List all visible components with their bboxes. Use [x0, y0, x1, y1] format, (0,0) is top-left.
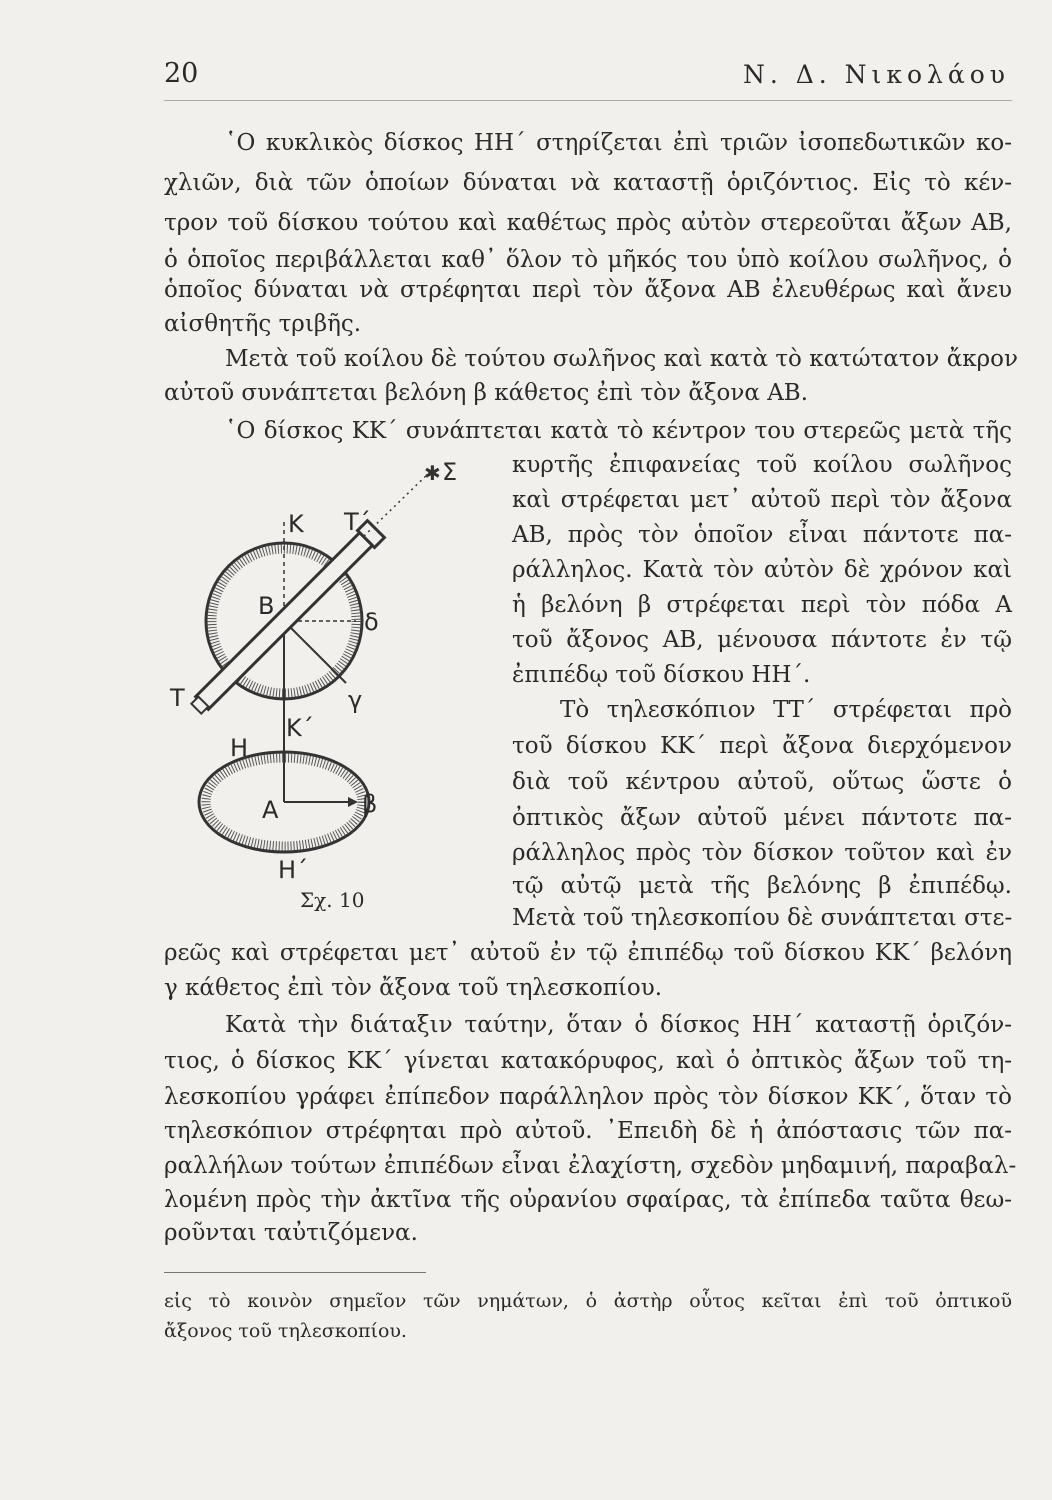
text-line: αὐτοῦ συνάπτεται βελόνη β κάθετος ἐπὶ τὸν ἄξονα ΑΒ. [164, 380, 809, 406]
text-line: ῾Ο δίσκος ΚΚ΄ συνάπτεται κατὰ τὸ κέντρον του στερεῶς μετὰ τῆς [225, 418, 1012, 444]
pointer-gamma [284, 621, 346, 683]
text-line: ραλλήλων τούτων ἐπιπέδων εἶναι ἐλαχίστη, σχεδὸν μηδαμινή, παραβαλ- [164, 1153, 1017, 1179]
label-k-prime: Κ΄ [286, 714, 314, 742]
figure-10-instrument-diagram [160, 440, 510, 920]
text-line: τρον τοῦ δίσκου τούτου καὶ καθέτως πρὸς αὐτὸν στερεοῦται ἄξων ΑΒ, [164, 210, 1012, 236]
label-h-prime: Η΄ [278, 856, 309, 884]
figure-caption: Σχ. 10 [300, 888, 365, 912]
label-h: Η [230, 734, 249, 762]
needle-beta-arrowhead [348, 797, 358, 807]
star-icon: ✱ [424, 461, 441, 485]
label-sigma: Σ [442, 458, 458, 486]
text-line: τοῦ ἄξονος ΑΒ, μένουσα πάντοτε ἐν τῷ [512, 627, 1012, 653]
label-a: Α [262, 796, 279, 824]
text-line: ὁ ὁποῖος περιβάλλεται καθ᾽ ὅλον τὸ μῆκός του ὑπὸ κοίλου σωλῆνος, ὁ [164, 247, 1012, 273]
label-t-prime: Τ΄ [344, 508, 371, 536]
text-line: τηλεσκόπιον στρέφηται πρὸ αὐτοῦ. ᾿Επειδὴ δὲ ἡ ἀπόστασις τῶν πα- [164, 1118, 1012, 1144]
text-line: τῷ αὐτῷ μετὰ τῆς βελόνης β ἐπιπέδῳ. [512, 873, 1012, 899]
text-line: ροῦνται ταὐτιζόμενα. [164, 1220, 418, 1246]
header-rule [164, 100, 1012, 101]
label-t: Τ [170, 684, 185, 712]
text-line: λομένη πρὸς τὴν ἀκτῖνα τῆς οὐρανίου σφαίρας, τὰ ἐπίπεδα ταῦτα θεω- [164, 1187, 1012, 1213]
text-line: ρεῶς καὶ στρέφεται μετ᾽ αὐτοῦ ἐν τῷ ἐπιπέδῳ τοῦ δίσκου ΚΚ΄ βελόνη [164, 940, 1012, 966]
text-line: ράλληλος. Κατὰ τὸν αὐτὸν δὲ χρόνον καὶ [512, 557, 1012, 583]
text-line: ΑΒ, πρὸς τὸν ὁποῖον εἶναι πάντοτε πα- [512, 522, 1012, 548]
footnote-rule [164, 1272, 426, 1273]
running-head-author: Ν. Δ. Νικολάου [742, 60, 1010, 89]
text-line: κυρτῆς ἐπιφανείας τοῦ κοίλου σωλῆνος [512, 452, 1012, 478]
page-number: 20 [164, 58, 199, 89]
text-line: ἐπιπέδῳ τοῦ δίσκου ΗΗ΄. [512, 662, 811, 688]
text-line: λεσκοπίου γράφει ἐπίπεδον παράλληλον πρὸς τὸν δίσκον ΚΚ΄, ὅταν τὸ [164, 1084, 1012, 1110]
text-line: Μετὰ τοῦ τηλεσκοπίου δὲ συνάπτεται στε- [512, 905, 1013, 931]
text-line: ἡ βελόνη β στρέφεται περὶ τὸν πόδα Α [512, 592, 1012, 618]
text-line: διὰ τοῦ κέντρου αὐτοῦ, οὕτως ὥστε ὁ [512, 769, 1012, 795]
text-line: καὶ στρέφεται μετ᾽ αὐτοῦ περὶ τὸν ἄξονα [512, 487, 1012, 513]
text-line: γ κάθετος ἐπὶ τὸν ἄξονα τοῦ τηλεσκοπίου. [164, 975, 663, 1001]
label-beta: β [362, 790, 378, 818]
text-line: Κατὰ τὴν διάταξιν ταύτην, ὅταν ὁ δίσκος ΗΗ΄ καταστῇ ὁριζόν- [225, 1012, 1012, 1038]
text-line: τοῦ δίσκου ΚΚ΄ περὶ ἄξονα διερχόμενον [512, 733, 1012, 759]
label-b: Β [258, 592, 275, 620]
text-line: αἰσθητῆς τριβῆς. [164, 311, 362, 337]
text-line: ράλληλος πρὸς τὸν δίσκον τοῦτον καὶ ἐν [512, 840, 1012, 866]
label-gamma: γ [348, 686, 363, 714]
text-line: τιος, ὁ δίσκος ΚΚ΄ γίνεται κατακόρυφος, καὶ ὁ ὀπτικὸς ἄξων τοῦ τη- [164, 1048, 1012, 1074]
text-line: ῾Ο κυκλικὸς δίσκος ΗΗ΄ στηρίζεται ἐπὶ τριῶν ἰσοπεδωτικῶν κο- [225, 130, 1012, 156]
text-line: Μετὰ τοῦ κοίλου δὲ τούτου σωλῆνος καὶ κατὰ τὸ κατώτατον ἄκρον [225, 346, 1018, 372]
text-line: Τὸ τηλεσκόπιον ΤΤ΄ στρέφεται πρὸ [560, 697, 1012, 723]
text-line: χλιῶν, διὰ τῶν ὁποίων δύναται νὰ καταστῇ ὁριζόντιος. Εἰς τὸ κέν- [164, 170, 1012, 196]
label-k: Κ [288, 510, 304, 538]
text-line: ὀπτικὸς ἄξων αὐτοῦ μένει πάντοτε πα- [512, 805, 1012, 831]
label-delta: δ [364, 608, 379, 636]
footnote-line: ἄξονος τοῦ τηλεσκοπίου. [164, 1320, 407, 1342]
text-line: ὁποῖος δύναται νὰ στρέφηται περὶ τὸν ἄξονα ΑΒ ἐλευθέρως καὶ ἄνευ [164, 277, 1012, 303]
footnote-line: εἰς τὸ κοινὸν σημεῖον τῶν νημάτων, ὁ ἀστὴρ οὗτος κεῖται ἐπὶ τοῦ ὀπτικοῦ [164, 1290, 1012, 1312]
